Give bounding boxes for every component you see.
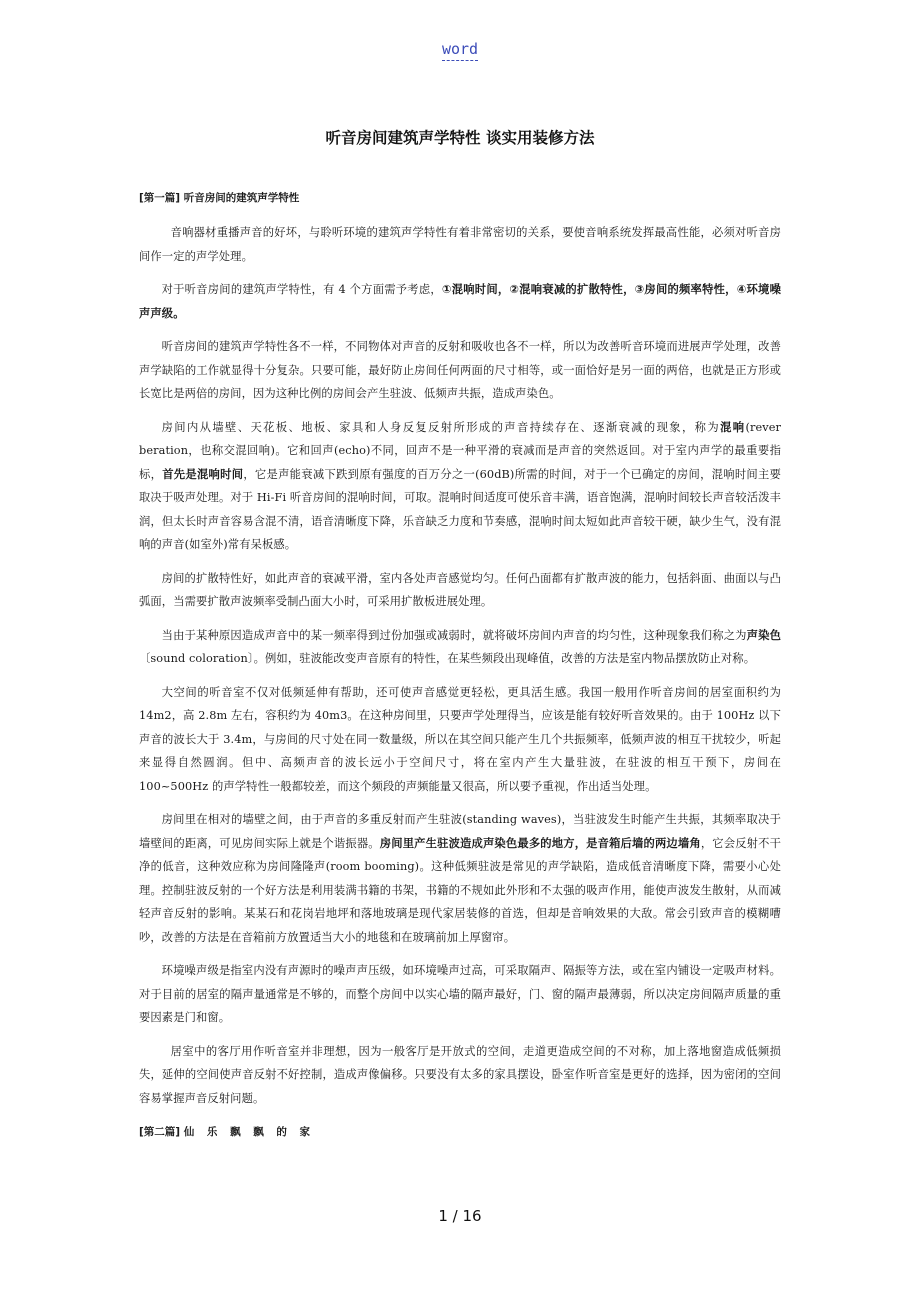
paragraph-7: 大空间的听音室不仅对低频延伸有帮助，还可使声音感觉更轻松，更具活生感。我国一般用作听音房间的居室面积约为 14m2，高 2.8m 左右，容积约为 40m3。在这种房间里，只要声学处理得当，应该是能有较好听音效果的。由于 100Hz 以下声音的波长大于 3.4m，与房间的尺寸处在同一数量级，所以在其空间只能产生几个共振频率，低频声波的相互干扰较少，听起来显得自然圆润。但中、高频声音的波长远小于空间尺寸，将在室内产生大量驻波，在驻波的相互干预下，房间在 100~500Hz 的声学特性一般都较差，而这个频段的声频能量又很高，所以要予重视，作出适当处理。 xyxy=(139,685,781,793)
paragraph-8: 房间里在相对的墙壁之间，由于声音的多重反射而产生驻波(standing waves)，当驻波发生时能产生共振，其频率取决于墙壁间的距离，可见房间实际上就是个谐振器。房间里产生驻波造成声染色最多的地方，是音箱后墙的两边墙角，它会反射不干净的低音，这种效应称为房间隆隆声(room booming)。这种低频驻波是常见的声学缺陷，造成低音清晰度下降，需要小心处理。控制驻波反射的一个好方法是利用装满书籍的书架，书籍的不规如此外形和不太强的吸声作用，能使声波发生散射，从而减轻声音反射的影响。某某石和花岗岩地坪和落地玻璃是现代家居装修的首选，但却是音响效果的大敌。常会引致声音的模糊嘈吵，改善的方法是在音箱前方放置适当大小的地毯和在玻璃前加上厚窗帘。 xyxy=(139,813,782,944)
page-number: 1 / 16 xyxy=(438,1207,482,1225)
paragraph-3: 听音房间的建筑声学特性各不一样，不同物体对声音的反射和吸收也各不一样，所以为改善听音环境而进展声学处理，改善声学缺陷的工作就显得十分复杂。只要可能，最好防止房间任何两面的尺寸相等，或一面恰好是另一面的两倍，也就是正方形或长宽比是两倍的房间，因为这种比例的房间会产生驻波、低频声共振，造成声染色。 xyxy=(139,340,781,400)
word-link[interactable]: word xyxy=(442,40,478,61)
document-body xyxy=(139,190,781,1155)
section-heading-2 xyxy=(139,1124,781,1139)
paragraph-2: 对于听音房间的建筑声学特性，有 4 个方面需予考虑，①混响时间，②混响衰减的扩散特性，③房间的频率特性，④环境噪声声级。 xyxy=(139,283,781,320)
section-2-title: 仙 乐 飘 飘 的 家 xyxy=(183,1126,314,1138)
section-heading-1: [第一篇] 听音房间的建筑声学特性 xyxy=(139,192,300,204)
section-2-label: [第二篇] xyxy=(139,1126,181,1138)
paragraph-4: 房间内从墙壁、天花板、地板、家具和人身反复反射所形成的声音持续存在、逐渐衰减的现象，称为混响(rever beration，也称交混回响)。它和回声(echo)不同，回声不是一种平滑的衰减而是声音的突然返回。对于室内声学的最重要指标，首先是混响时间，它是声能衰减下跌到原有强度的百万分之一(60dB)所需的时间，对于一个已确定的房间，混响时间主要取决于吸声处理。对于 Hi-Fi 听音房间的混响时间，可取。混响时间适度可使乐音丰满，语音饱满，混响时间较长声音较活泼丰润，但太长时声音容易含混不清，语音清晰度下降，乐音缺乏力度和节奏感，混响时间太短如此声音较干硬，缺少生气，没有混响的声音(如室外)常有呆板感。 xyxy=(139,420,782,551)
paragraph-6: 当由于某种原因造成声音中的某一频率得到过份加强或减弱时，就将破坏房间内声音的均匀性，这种现象我们称之为声染色〔sound coloration〕。例如，驻波能改变声音原有的特性，在某些频段出现峰值，改善的方法是室内物品摆放防止对称。 xyxy=(139,628,781,665)
page-header xyxy=(0,40,920,58)
paragraph-9: 环境噪声级是指室内没有声源时的噪声声压级，如环境噪声过高，可采取隔声、隔振等方法，或在室内铺设一定吸声材料。对于目前的居室的隔声量通常是不够的，而整个房间中以实心墙的隔声最好，门、窗的隔声最薄弱，所以决定房间隔声质量的重要因素是门和窗。 xyxy=(139,964,781,1024)
paragraph-10: 居室中的客厅用作听音室并非理想，因为一般客厅是开放式的空间，走道更造成空间的不对称，加上落地窗造成低频损失，延伸的空间使声音反射不好控制，造成声像偏移。只要没有太多的家具摆设，卧室作听音室是更好的选择，因为密闭的空间容易掌握声音反射问题。 xyxy=(139,1044,781,1105)
paragraph-5: 房间的扩散特性好，如此声音的衰减平滑，室内各处声音感觉均匀。任何凸面都有扩散声波的能力，包括斜面、曲面以与凸弧面，当需要扩散声波频率受制凸面大小时，可采用扩散板进展处理。 xyxy=(139,571,781,608)
paragraph-1: 音响器材重播声音的好坏，与聆听环境的建筑声学特性有着非常密切的关系，要使音响系统发挥最高性能，必须对听音房间作一定的声学处理。 xyxy=(139,226,781,263)
page-title: 听音房间建筑声学特性 谈实用装修方法 xyxy=(325,129,595,147)
